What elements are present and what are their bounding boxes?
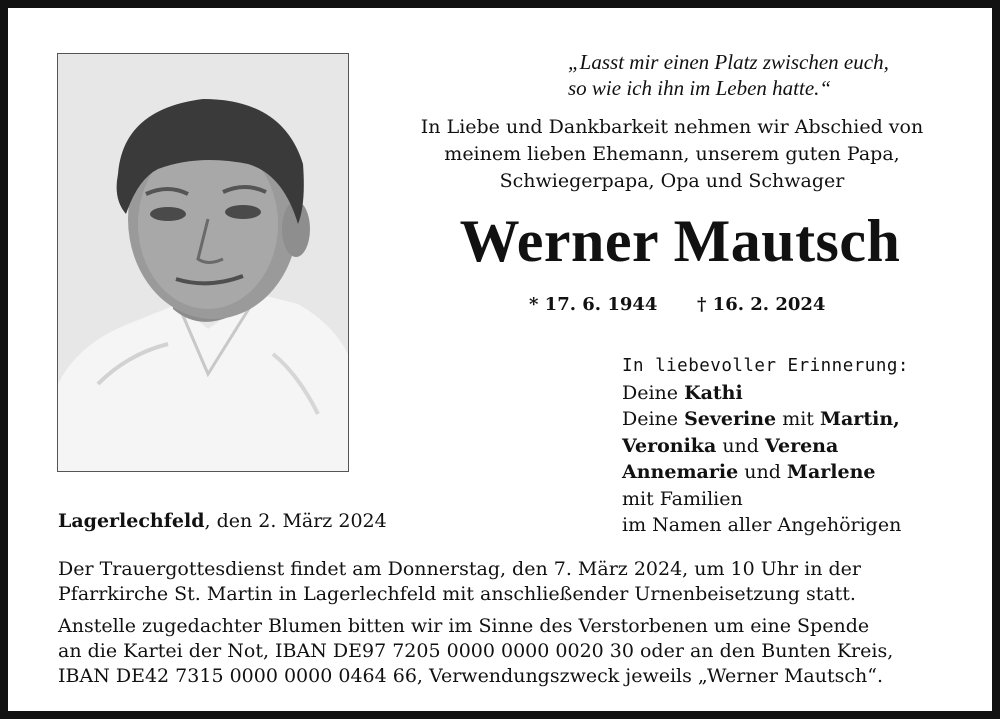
- quote-line: so wie ich ihn im Leben hatte.“: [568, 76, 832, 100]
- mourner-line: mit Familien: [622, 487, 743, 510]
- mourner-text: und: [716, 434, 765, 457]
- intro-line: In Liebe und Dankbarkeit nehmen wir Abschied von: [420, 116, 924, 138]
- mourner-name: Marlene: [786, 461, 876, 483]
- donation-line: Anstelle zugedachter Blumen bitten wir im Sinne des Verstorbenen um eine Spende: [58, 615, 870, 637]
- birth-date: * 17. 6. 1944: [529, 294, 658, 315]
- donation-line: IBAN DE42 7315 0000 0000 0464 66, Verwendungszweck jeweils „Werner Mautsch“.: [58, 665, 884, 687]
- intro-line: meinem lieben Ehemann, unserem guten Papa,: [444, 143, 900, 165]
- death-date: † 16. 2. 2024: [697, 294, 826, 315]
- mourner-text: mit: [776, 408, 820, 430]
- service-line: Der Trauergottesdienst findet am Donnerstag, den 7. März 2024, um 10 Uhr in der: [58, 558, 861, 580]
- quote: [568, 49, 948, 101]
- intro-line: Schwiegerpapa, Opa und Schwager: [499, 170, 845, 192]
- mourner-name: Veronika: [622, 434, 717, 457]
- donation-info: [58, 614, 968, 689]
- mourner-name: Verena: [765, 434, 839, 457]
- mourner-text: Deine: [622, 381, 685, 404]
- portrait-photo: [57, 53, 349, 472]
- mourner-name: Martin,: [819, 408, 900, 430]
- mourner-text: und: [738, 461, 787, 483]
- service-line: Pfarrkirche St. Martin in Lagerlechfeld mit anschließender Urnenbeisetzung statt.: [58, 583, 856, 605]
- donation-line: an die Kartei der Not, IBAN DE97 7205 0000 0000 0020 30 oder an den Bunten Kreis,: [58, 640, 894, 662]
- mourner-line: [622, 406, 992, 433]
- place-date: , den 2. März 2024: [204, 510, 387, 532]
- intro-text: [388, 114, 956, 195]
- portrait-image: [58, 54, 348, 471]
- mourner-text: Deine: [622, 408, 685, 430]
- mourners-heading: In liebevoller Erinnerung:: [622, 356, 909, 376]
- mourner-name: Annemarie: [622, 461, 739, 483]
- place-and-date: [58, 507, 387, 535]
- mourner-line: [622, 433, 992, 460]
- mourner-name: Kathi: [684, 381, 743, 404]
- mourner-line: im Namen aller Angehörigen: [622, 514, 902, 536]
- deceased-name: Werner Mautsch: [459, 208, 901, 274]
- mourner-line: [622, 459, 992, 486]
- mourner-name: Severine: [684, 408, 777, 430]
- mourner-line: [622, 380, 992, 407]
- quote-line: „Lasst mir einen Platz zwischen euch,: [568, 50, 889, 74]
- place-town: Lagerlechfeld: [58, 510, 205, 532]
- mourners-list: [622, 353, 992, 539]
- service-info: [58, 557, 968, 607]
